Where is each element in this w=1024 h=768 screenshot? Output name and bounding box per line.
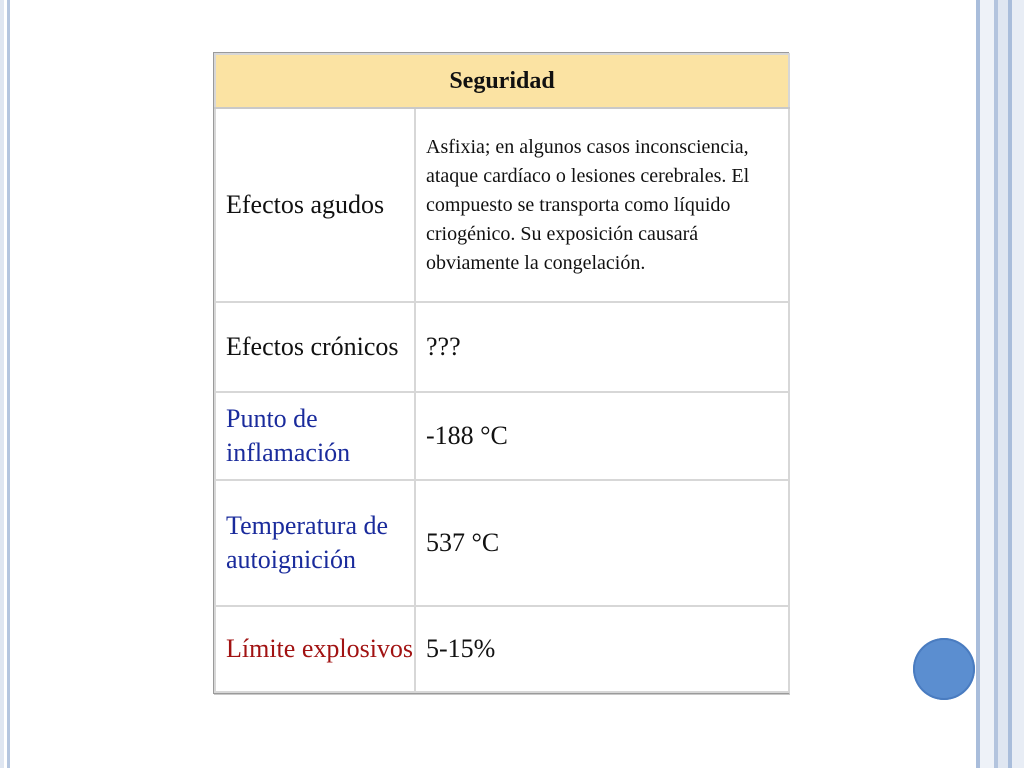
slide-frame-right [976,0,1024,768]
table-row [215,108,789,302]
table-row [215,302,789,392]
slide-decoration-circle [913,638,975,700]
row-label-punto-inflamacion: Punto de inflamación [215,392,415,480]
row-label-efectos-agudos: Efectos agudos [215,108,415,302]
row-value-punto-inflamacion: -188 °C [415,392,789,480]
slide-frame-left [0,0,12,768]
safety-table [213,52,789,694]
table-row [215,480,789,606]
table-header-row [215,54,789,108]
table-title: Seguridad [215,54,789,108]
row-label-temperatura-autoignicion-text: Temperatura de autoignición [226,511,389,574]
row-value-efectos-agudos: Asfixia; en algunos casos inconsciencia, ataque cardíaco o lesiones cerebrales. El compuesto se transporta como líquido criogénico. Su exposición causará obviamente la congelación. [415,108,789,302]
row-label-temperatura-autoignicion [215,480,415,606]
row-label-efectos-cronicos: Efectos crónicos [215,302,415,392]
row-value-limite-explosivos: 5-15% [415,606,789,692]
row-label-limite-explosivos: Límite explosivos [215,606,415,692]
table-row [215,606,789,692]
row-value-efectos-cronicos: ??? [415,302,789,392]
row-value-temperatura-autoignicion: 537 °C [415,480,789,606]
table-row [215,392,789,480]
